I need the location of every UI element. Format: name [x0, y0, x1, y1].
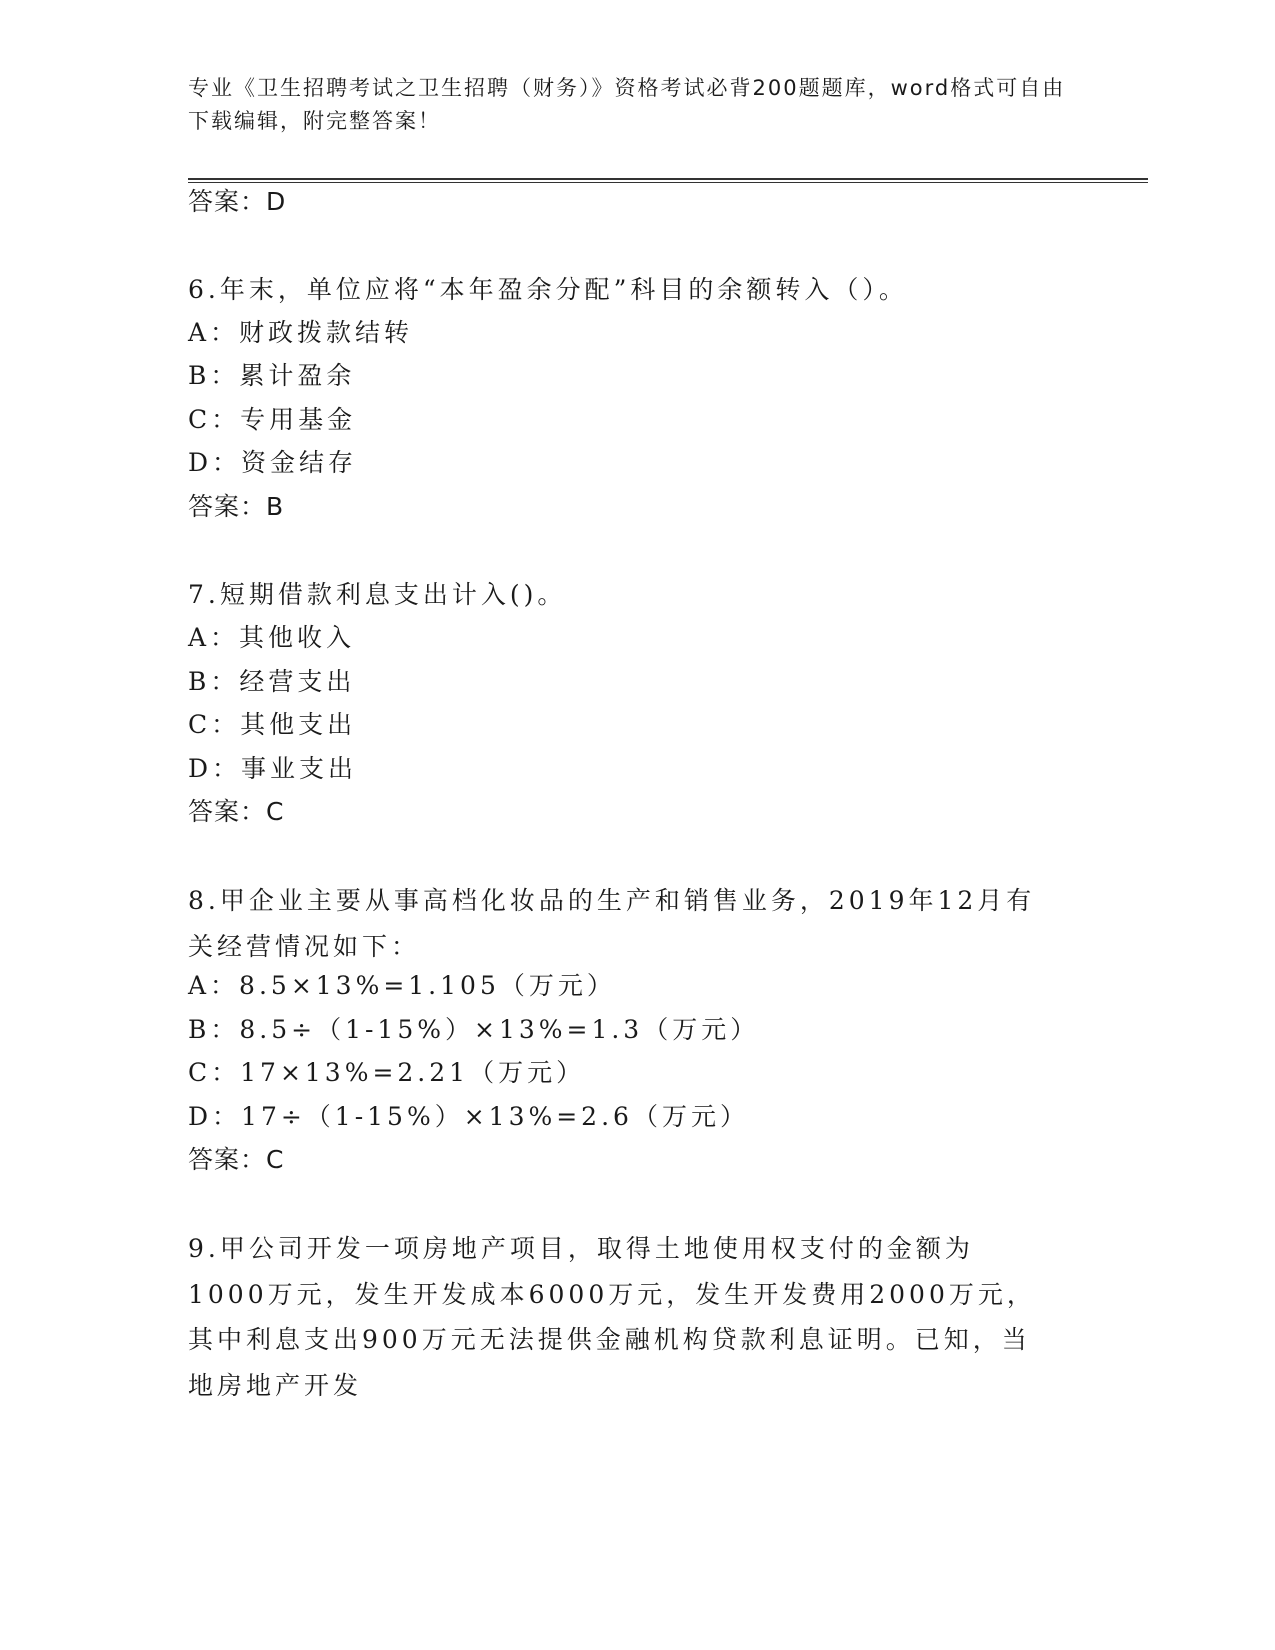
question-6: 6.年末，单位应将“本年盈余分配”科目的余额转入（）。: [188, 275, 908, 304]
question-8-option-c: C：17×13%=2.21（万元）: [188, 1058, 586, 1087]
question-9: 9.甲公司开发一项房地产项目，取得土地使用权支付的金额为1000万元，发生开发成本6000万元，发生开发费用2000万元，其中利息支出900万元无法提供金融机构贷款利息证明。已知，当地房地产开发: [188, 1234, 1036, 1400]
question-7: 7.短期借款利息支出计入()。: [188, 580, 567, 609]
question-8-option-a: A：8.5×13%=1.105（万元）: [188, 971, 616, 1000]
question-6-option-b: B：累计盈余: [188, 361, 356, 390]
header-divider: [188, 178, 1148, 183]
document-header: 专业《卫生招聘考试之卫生招聘（财务）》资格考试必背200题题库，word格式可自由下载编辑，附完整答案！: [188, 76, 1066, 133]
question-8-option-b: B：8.5÷（1-15%）×13%=1.3（万元）: [188, 1015, 760, 1044]
question-6-option-a: A：财政拨款结转: [188, 318, 414, 347]
question-7-option-c: C：其他支出: [188, 710, 357, 739]
question-6-option-d: D：资金结存: [188, 448, 358, 477]
question-6-answer: 答案：B: [188, 492, 285, 521]
question-8-option-d: D：17÷（1-15%）×13%=2.6（万元）: [188, 1102, 749, 1131]
question-7-answer: 答案：C: [188, 797, 285, 826]
question-7-option-d: D：事业支出: [188, 754, 358, 783]
question-8-answer: 答案：C: [188, 1145, 285, 1174]
question-6-option-c: C：专用基金: [188, 405, 357, 434]
answer-previous: 答案：D: [188, 187, 287, 216]
question-7-option-a: A：其他收入: [188, 623, 356, 652]
question-8: 8.甲企业主要从事高档化妆品的生产和销售业务，2019年12月有关经营情况如下：: [188, 886, 1036, 961]
question-7-option-b: B：经营支出: [188, 667, 356, 696]
